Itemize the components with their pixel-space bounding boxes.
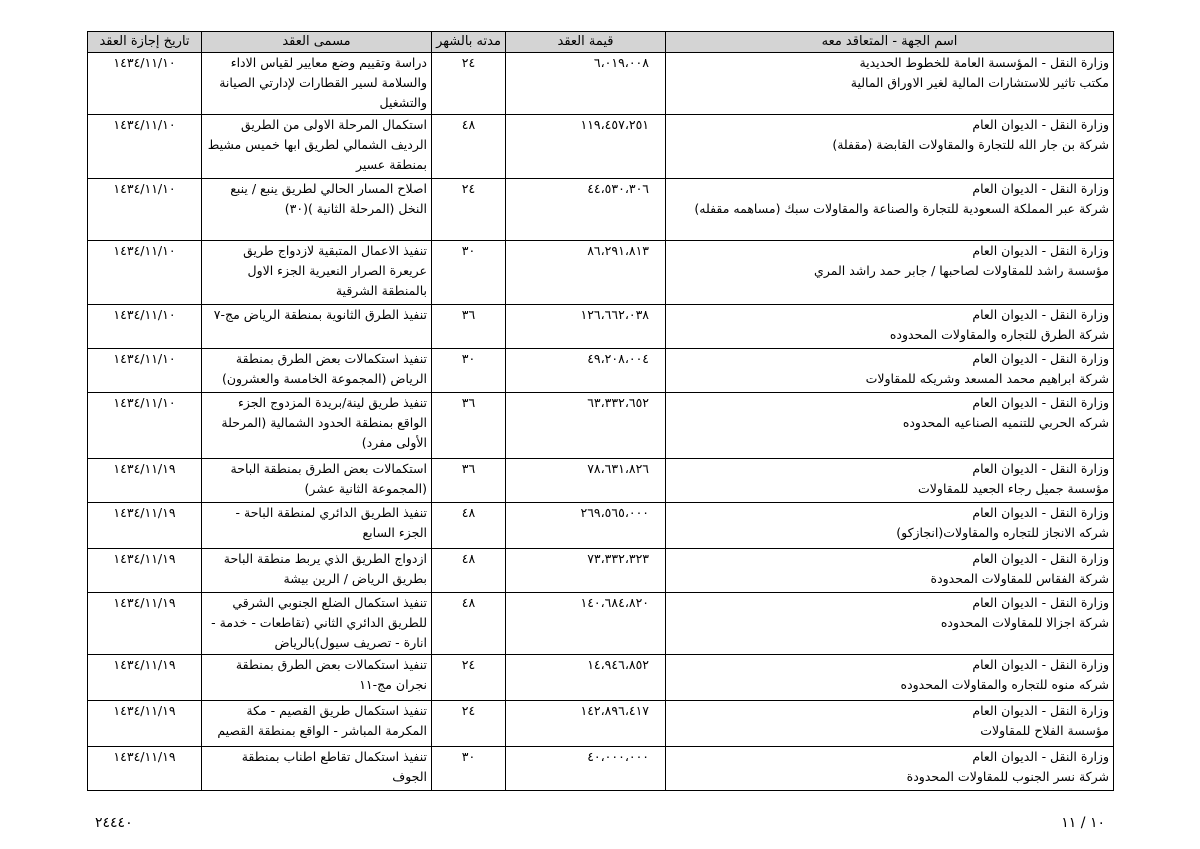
entity-agency: وزارة النقل - المؤسسة العامة للخطوط الحديدية [859, 55, 1109, 70]
page-number: ١٠ / ١١ [1061, 815, 1105, 831]
duration-cell: ٣٠ [432, 349, 506, 393]
value-cell [506, 593, 666, 655]
entity-cell [666, 593, 1114, 655]
approval-date: ١٤٣٤/١١/١٩ [113, 657, 176, 672]
table-row [88, 655, 1114, 701]
title-cell [202, 53, 432, 115]
value-cell [506, 747, 666, 791]
document-number: ٢٤٤٤٠ [95, 815, 133, 831]
entity-contractor: شركة بن جار الله للتجارة والمقاولات القابضة (مقفلة) [832, 137, 1109, 152]
entity-contractor: مؤسسة الفلاح للمقاولات [980, 723, 1109, 738]
contract-title: تنفيذ استكمالات بعض الطرق بمنطقة الرياض (المجموعة الخامسة والعشرون) [222, 351, 427, 386]
value-cell [506, 503, 666, 549]
value-cell [506, 349, 666, 393]
table-row [88, 549, 1114, 593]
entity-cell [666, 503, 1114, 549]
approval-date: ١٤٣٤/١١/١٠ [113, 395, 176, 410]
entity-cell [666, 305, 1114, 349]
contract-value: ٧٣،٣٣٢،٣٢٣ [587, 551, 649, 566]
entity-contractor: شركه الحربي للتنميه الصناعيه المحدوده [902, 415, 1109, 430]
contract-title: تنفيذ استكمال تقاطع اطناب بمنطقة الجوف [241, 749, 427, 784]
value-cell [506, 115, 666, 179]
duration-cell: ٤٨ [432, 549, 506, 593]
entity-agency: وزارة النقل - الديوان العام [972, 395, 1109, 410]
contract-value: ١١٩،٤٥٧،٢٥١ [580, 117, 649, 132]
approval-date: ١٤٣٤/١١/١٩ [113, 749, 176, 764]
title-cell [202, 459, 432, 503]
contract-title: تنفيذ الطريق الدائري لمنطقة الباحة - الجزء السابع [235, 505, 427, 540]
approval-date: ١٤٣٤/١١/١٠ [113, 55, 176, 70]
value-cell [506, 655, 666, 701]
entity-contractor: شركة عبر المملكة السعودية للتجارة والصناعة والمقاولات سبك (مساهمه مقفله) [694, 201, 1109, 216]
entity-cell [666, 747, 1114, 791]
date-cell [88, 593, 202, 655]
date-cell [88, 115, 202, 179]
table-row [88, 503, 1114, 549]
entity-contractor: مؤسسة جميل رجاء الجعيد للمقاولات [918, 481, 1109, 496]
entity-agency: وزارة النقل - الديوان العام [972, 117, 1109, 132]
approval-date: ١٤٣٤/١١/١٠ [113, 117, 176, 132]
title-cell [202, 305, 432, 349]
contract-value: ٧٨،٦٣١،٨٢٦ [587, 461, 649, 476]
approval-date: ١٤٣٤/١١/١٩ [113, 551, 176, 566]
duration-cell: ٢٤ [432, 179, 506, 241]
contract-value: ٦،٠١٩،٠٠٨ [593, 55, 649, 70]
date-cell [88, 459, 202, 503]
contract-title: تنفيذ استكمال طريق القصيم - مكة المكرمة المباشر - الواقع بمنطقة القصيم [217, 703, 427, 738]
approval-date: ١٤٣٤/١١/١٠ [113, 243, 176, 258]
entity-contractor: شركة ابراهيم محمد المسعد وشريكه للمقاولات [865, 371, 1109, 386]
contract-value: ١٤٠،٦٨٤،٨٢٠ [580, 595, 649, 610]
date-cell [88, 53, 202, 115]
header-entity: اسم الجهة - المتعاقد معه [666, 32, 1114, 53]
contract-value: ١٤،٩٤٦،٨٥٢ [587, 657, 649, 672]
contract-title: تنفيذ الاعمال المتبقية لازدواج طريق عريعرة الصرار النعيرية الجزء الاول بالمنطقة الشرقية [243, 243, 427, 298]
duration-cell: ٤٨ [432, 115, 506, 179]
entity-agency: وزارة النقل - الديوان العام [972, 243, 1109, 258]
value-cell [506, 393, 666, 459]
entity-agency: وزارة النقل - الديوان العام [972, 505, 1109, 520]
value-cell [506, 459, 666, 503]
date-cell [88, 305, 202, 349]
date-cell [88, 747, 202, 791]
entity-cell [666, 115, 1114, 179]
duration-cell: ٣٠ [432, 241, 506, 305]
table-row [88, 747, 1114, 791]
duration-cell: ٤٨ [432, 593, 506, 655]
header-duration: مدته بالشهر [432, 32, 506, 53]
header-row [88, 32, 1114, 53]
title-cell [202, 503, 432, 549]
contract-value: ٦٣،٣٣٢،٦٥٢ [587, 395, 649, 410]
contract-value: ٤٤،٥٣٠،٣٠٦ [587, 181, 649, 196]
approval-date: ١٤٣٤/١١/١٩ [113, 595, 176, 610]
entity-contractor: شركه الانجاز للتجاره والمقاولات(انجازكو) [896, 525, 1109, 540]
entity-cell [666, 53, 1114, 115]
duration-cell: ٣٦ [432, 305, 506, 349]
entity-contractor: مؤسسة راشد للمقاولات لصاحبها / جابر حمد راشد المري [814, 263, 1109, 278]
contract-value: ٤٩،٢٠٨،٠٠٤ [587, 351, 649, 366]
table-row [88, 179, 1114, 241]
entity-contractor: شركة نسر الجنوب للمقاولات المحدودة [906, 769, 1109, 784]
title-cell [202, 179, 432, 241]
header-value: قيمة العقد [506, 32, 666, 53]
title-cell [202, 701, 432, 747]
duration-cell: ٣٦ [432, 459, 506, 503]
contract-value: ١٢٦،٦٦٢،٠٣٨ [580, 307, 649, 322]
entity-agency: وزارة النقل - الديوان العام [972, 461, 1109, 476]
entity-cell [666, 241, 1114, 305]
entity-agency: وزارة النقل - الديوان العام [972, 657, 1109, 672]
table-row [88, 701, 1114, 747]
value-cell [506, 179, 666, 241]
entity-cell [666, 393, 1114, 459]
title-cell [202, 593, 432, 655]
contract-value: ٤٠،٠٠٠،٠٠٠ [587, 749, 649, 764]
duration-cell: ٤٨ [432, 503, 506, 549]
title-cell [202, 747, 432, 791]
entity-agency: وزارة النقل - الديوان العام [972, 181, 1109, 196]
contract-title: تنفيذ استكمال الضلع الجنوبي الشرقي للطريق الدائري الثاني (تقاطعات - خدمة - انارة - تصريف سيول)بالرياض [211, 595, 427, 650]
value-cell [506, 305, 666, 349]
date-cell [88, 241, 202, 305]
title-cell [202, 349, 432, 393]
value-cell [506, 53, 666, 115]
duration-cell: ٣٦ [432, 393, 506, 459]
date-cell [88, 549, 202, 593]
entity-cell [666, 701, 1114, 747]
table-row [88, 305, 1114, 349]
header-title: مسمى العقد [202, 32, 432, 53]
date-cell [88, 179, 202, 241]
contract-value: ٢٦٩،٥٦٥،٠٠٠ [580, 505, 649, 520]
title-cell [202, 115, 432, 179]
entity-cell [666, 179, 1114, 241]
date-cell [88, 393, 202, 459]
entity-agency: وزارة النقل - الديوان العام [972, 749, 1109, 764]
title-cell [202, 549, 432, 593]
date-cell [88, 701, 202, 747]
contract-title: ازدواج الطريق الذي يربط منطقة الباحة بطريق الرياض / الرين بيشة [223, 551, 427, 586]
duration-cell: ٣٠ [432, 747, 506, 791]
entity-agency: وزارة النقل - الديوان العام [972, 307, 1109, 322]
entity-contractor: شركة الطرق للتجاره والمقاولات المحدوده [889, 327, 1109, 342]
contract-title: اصلاح المسار الحالي لطريق ينبع / ينبع النخل (المرحلة الثانية )(٣٠) [230, 181, 427, 216]
duration-cell: ٢٤ [432, 655, 506, 701]
title-cell [202, 393, 432, 459]
contract-title: تنفيذ طريق لينة/بريدة المزدوج الجزء الواقع بمنطقة الحدود الشمالية (المرحلة الأولى مفرد) [221, 395, 427, 450]
table-row [88, 115, 1114, 179]
entity-cell [666, 549, 1114, 593]
entity-contractor: شركه منوه للتجاره والمقاولات المحدوده [900, 677, 1109, 692]
entity-contractor: مكتب تاثير للاستشارات المالية لغير الاوراق المالية [850, 75, 1109, 90]
approval-date: ١٤٣٤/١١/١٩ [113, 461, 176, 476]
value-cell [506, 241, 666, 305]
value-cell [506, 701, 666, 747]
duration-cell: ٢٤ [432, 53, 506, 115]
table-row [88, 393, 1114, 459]
approval-date: ١٤٣٤/١١/١٠ [113, 181, 176, 196]
contracts-table [87, 31, 1114, 791]
date-cell [88, 349, 202, 393]
table-row [88, 53, 1114, 115]
table-row [88, 241, 1114, 305]
duration-cell: ٢٤ [432, 701, 506, 747]
title-cell [202, 655, 432, 701]
contract-value: ١٤٢،٨٩٦،٤١٧ [580, 703, 649, 718]
entity-cell [666, 459, 1114, 503]
date-cell [88, 503, 202, 549]
entity-agency: وزارة النقل - الديوان العام [972, 595, 1109, 610]
approval-date: ١٤٣٤/١١/١٠ [113, 351, 176, 366]
contract-title: استكمال المرحلة الاولى من الطريق الرديف الشمالي لطريق ابها خميس مشيط بمنطقة عسير [207, 117, 427, 172]
table-row [88, 349, 1114, 393]
entity-cell [666, 655, 1114, 701]
entity-agency: وزارة النقل - الديوان العام [972, 551, 1109, 566]
value-cell [506, 549, 666, 593]
header-date: تاريخ إجازة العقد [88, 32, 202, 53]
table-row [88, 593, 1114, 655]
contract-title: دراسة وتقييم وضع معايير لقياس الاداء والسلامة لسير القطارات لإدارتي الصيانة والتشغيل [219, 55, 427, 110]
approval-date: ١٤٣٤/١١/١٩ [113, 505, 176, 520]
title-cell [202, 241, 432, 305]
table-row [88, 459, 1114, 503]
approval-date: ١٤٣٤/١١/١٩ [113, 703, 176, 718]
approval-date: ١٤٣٤/١١/١٠ [113, 307, 176, 322]
contract-title: استكمالات بعض الطرق بمنطقة الباحة (المجموعة الثانية عشر) [230, 461, 427, 496]
contract-value: ٨٦،٢٩١،٨١٣ [587, 243, 649, 258]
entity-contractor: شركة الفقاس للمقاولات المحدودة [930, 571, 1109, 586]
contract-title: تنفيذ الطرق الثانوية بمنطقة الرياض مج-٧ [213, 307, 427, 322]
contract-title: تنفيذ استكمالات بعض الطرق بمنطقة نجران مج-١١ [235, 657, 427, 692]
entity-contractor: شركة اجزالا للمقاولات المحدوده [940, 615, 1109, 630]
entity-cell [666, 349, 1114, 393]
entity-agency: وزارة النقل - الديوان العام [972, 351, 1109, 366]
date-cell [88, 655, 202, 701]
entity-agency: وزارة النقل - الديوان العام [972, 703, 1109, 718]
